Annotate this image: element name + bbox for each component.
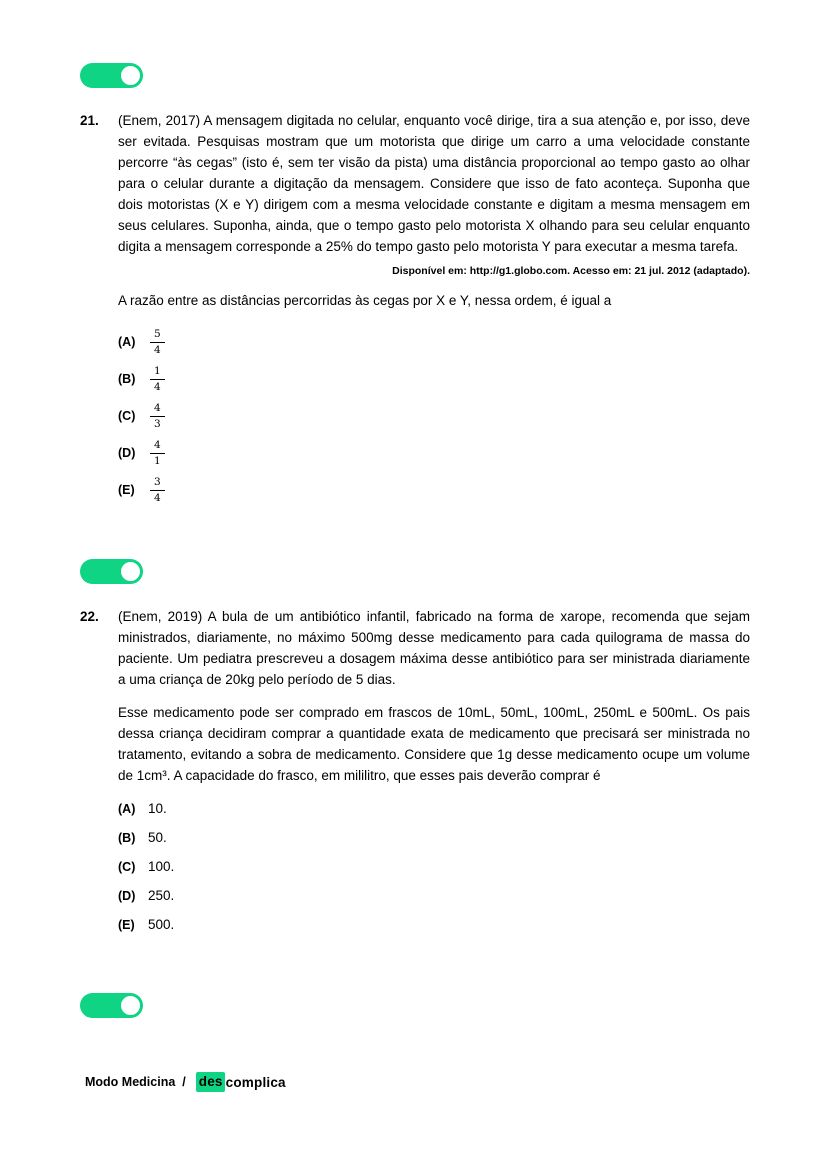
option-label: (E) xyxy=(118,917,135,932)
question-content xyxy=(118,606,750,945)
answer-option-b xyxy=(118,365,750,393)
question-body-paragraph-2: Esse medicamento pode ser comprado em frascos de 10mL, 50mL, 100mL, 250mL e 500mL. Os pais dessa criança decidiram comprar a quantidade exata de medicamento que precisará ser ministrada no tratamento, evitando a sobra de medicamento. Considere que 1g desse medicamento ocupe um volume de 1cm³. A capacidade do frasco, em mililitro, que esses pais deverão comprar é xyxy=(118,705,750,783)
question-22 xyxy=(80,606,750,945)
fraction-numerator: 5 xyxy=(150,328,165,342)
option-label: (D) xyxy=(118,446,136,460)
option-text: 500. xyxy=(148,917,175,932)
question-content xyxy=(118,110,750,513)
fraction-denominator: 4 xyxy=(154,491,161,504)
option-label: (A) xyxy=(118,335,136,349)
toggle-switch-1[interactable] xyxy=(80,63,143,88)
answer-option-a xyxy=(118,800,750,817)
fraction-value xyxy=(150,365,165,392)
fraction-value xyxy=(150,476,165,503)
logo-highlight: des xyxy=(196,1072,225,1092)
option-label: (C) xyxy=(118,859,136,874)
option-label: (E) xyxy=(118,483,135,497)
option-label: (D) xyxy=(118,888,136,903)
toggle-knob-icon xyxy=(119,994,142,1017)
fraction-value xyxy=(150,439,165,466)
question-body-paragraph-1: (Enem, 2019) A bula de um antibiótico infantil, fabricado na forma de xarope, recomenda que sejam ministrados, diariamente, no máximo 500mg desse medicamento para cada quilograma de massa do paciente. Um pediatra prescreveu a dosagem máxima desse antibiótico para ser ministrada diariamente a uma criança de 20kg pelo período de 5 dias. xyxy=(118,609,750,687)
question-prompt: A razão entre as distâncias percorridas às cegas por X e Y, nessa ordem, é igual a xyxy=(118,293,612,308)
fraction-denominator: 1 xyxy=(154,454,161,467)
answer-option-b xyxy=(118,829,750,846)
option-label: (B) xyxy=(118,372,136,386)
option-label: (C) xyxy=(118,409,136,423)
toggle-switch-2[interactable] xyxy=(80,559,143,584)
question-21 xyxy=(80,110,750,513)
fraction-value xyxy=(150,402,165,429)
question-number: 22. xyxy=(80,609,99,624)
answer-option-e xyxy=(118,916,750,933)
question-body: (Enem, 2017) A mensagem digitada no celular, enquanto você dirige, tira a sua atenção e, por isso, deve ser evitada. Pesquisas mostram que um motorista que dirige um carro a uma velocidade constante percorre “às cegas” (isto é, sem ter visão da pista) uma distância proporcional ao tempo gasto ao olhar para o celular durante a digitação da mensagem. Considere que isso de fato aconteça. Suponha que dois motoristas (X e Y) dirigem com a mesma velocidade constante e digitam a mesma mensagem em seus celulares. Suponha, ainda, que o tempo gasto pelo motorista X olhando para seu celular enquanto digita a mensagem corresponde a 25% do tempo gasto pelo motorista Y para executar a mesma tarefa. xyxy=(118,113,750,254)
fraction-numerator: 4 xyxy=(150,402,165,416)
option-label: (A) xyxy=(118,801,136,816)
answer-option-c xyxy=(118,858,750,875)
fraction-numerator: 4 xyxy=(150,439,165,453)
descomplica-logo xyxy=(196,1072,286,1092)
answer-options xyxy=(118,328,750,504)
fraction-denominator: 4 xyxy=(154,380,161,393)
source-citation: Disponível em: http://g1.globo.com. Acesso em: 21 jul. 2012 (adaptado). xyxy=(392,265,750,277)
fraction-denominator: 4 xyxy=(154,343,161,356)
option-text: 10. xyxy=(148,801,167,816)
option-text: 250. xyxy=(148,888,175,903)
fraction-numerator: 1 xyxy=(150,365,165,379)
option-text: 50. xyxy=(148,830,167,845)
fraction-denominator: 3 xyxy=(154,417,161,430)
footer-brand-label: Modo Medicina xyxy=(85,1075,176,1089)
toggle-switch-3[interactable] xyxy=(80,993,143,1018)
question-number: 21. xyxy=(80,113,99,128)
option-text: 100. xyxy=(148,859,175,874)
answer-option-d xyxy=(118,439,750,467)
toggle-knob-icon xyxy=(119,64,142,87)
footer-separator: / xyxy=(182,1075,186,1089)
answer-option-e xyxy=(118,476,750,504)
option-label: (B) xyxy=(118,830,136,845)
answer-option-a xyxy=(118,328,750,356)
fraction-numerator: 3 xyxy=(150,476,165,490)
answer-options xyxy=(118,800,750,933)
toggle-knob-icon xyxy=(119,560,142,583)
footer xyxy=(85,1072,286,1092)
fraction-value xyxy=(150,328,165,355)
answer-option-c xyxy=(118,402,750,430)
answer-option-d xyxy=(118,887,750,904)
logo-rest: complica xyxy=(225,1074,286,1090)
